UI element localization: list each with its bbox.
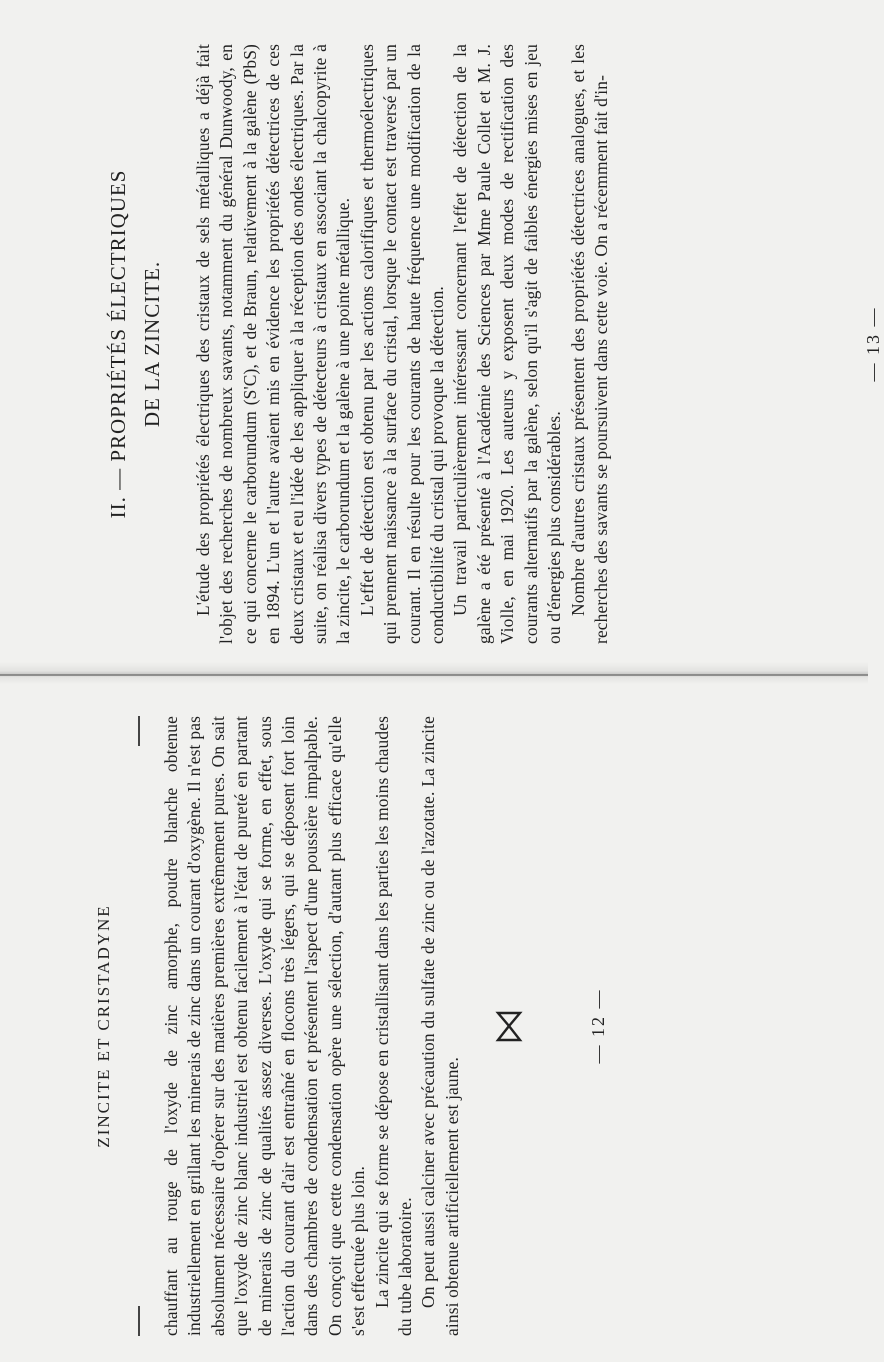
running-head: ZINCITE ET CRISTADYNE [94,904,113,1148]
page-fold-shadow [0,662,868,684]
paragraph: Nombre d'autres cristaux présentent des propriétés détectrices analogues, et les recherches des savants se poursuivent dans cette voie. On a récemment fait d'in- [567,44,611,644]
paragraph: L'étude des propriétés électriques des cristaux de sels métalliques a déjà fait l'objet des recherches de nombreux savants, notamment du général Dunwoody, en ce qui concerne le carborundum (S'C), et de Braun, relativement à la galène (PbS) en 1894. L'un et l'autre avaient mis en évidence les propriétés détectrices de ces deux cristaux et eu l'idée de les appliquer à la réception des ondes électriques. Par la suite, on réalisa divers types de détecteurs à cristaux en associant la chalcopyrite à la zincite, le carborundum et la galène à une pointe métallique. [193,44,354,644]
page-12 [84,716,814,1336]
paragraph: chauffant au rouge de l'oxyde de zinc amorphe, poudre blanche obtenue industriellement en grillant les minerais de zinc dans un courant d'oxygène. Il n'est pas absolument nécessaire d'opérer sur des matières premières extrêmement pures. On sait que l'oxyde de zinc blanc industriel est obtenu facilement à l'état de pureté en partant de minerais de zinc de qualités assez diverses. L'oxyde qui se forme, en effet, sous l'action du courant d'air est entraîné en flocons très légers, qui se déposent fort loin dans des chambres de condensation et présentent l'aspect d'une poussière impalpable. On conçoit que cette condensation opère une sélection, d'autant plus efficace qu'elle s'est effectuée plus loin. [161,716,369,1336]
double-triangle-ornament-icon [494,716,528,1336]
running-head-rule [138,716,140,746]
chapter-title: II. — PROPRIÉTÉS ÉLECTRIQUES [106,169,130,519]
paragraph: On peut aussi calciner avec précaution du sulfate de zinc ou de l'azotate. La zincite ainsi obtenue artificiellement est jaune. [418,716,462,1336]
paragraph: L'effet de détection est obtenu par les actions calorifiques et thermoélectriques qui prennent naissance à la surface du cristal, lorsque le contact est traversé par un courant. Il en résulte pour les courants de haute fréquence une modification de la conductibilité du cristal qui provoque la détection. [356,44,448,644]
running-head-rule [138,1306,140,1336]
paragraph: La zincite qui se forme se dépose en cristallisant dans les parties les moins chaudes du tube laboratoire. [371,716,416,1336]
paragraph: Un travail particulièrement intéressant concernant l'effet de détection de la galène a été présenté à l'Académie des Sciences par Mme Paule Collet et M. J. Violle, en mai 1920. Les auteurs y exposent deux modes de rectification des courants alternatifs par la galène, selon qu'il s'agit de faibles énergies mises en jeu ou d'énergies plus considérables. [450,44,565,644]
page-number: — 12 — [588,988,609,1064]
chapter-subtitle: DE LA ZINCITE. [140,260,164,428]
page-number: — 13 — [863,306,883,382]
page-fold-line [0,674,868,676]
page-13 [104,44,883,644]
